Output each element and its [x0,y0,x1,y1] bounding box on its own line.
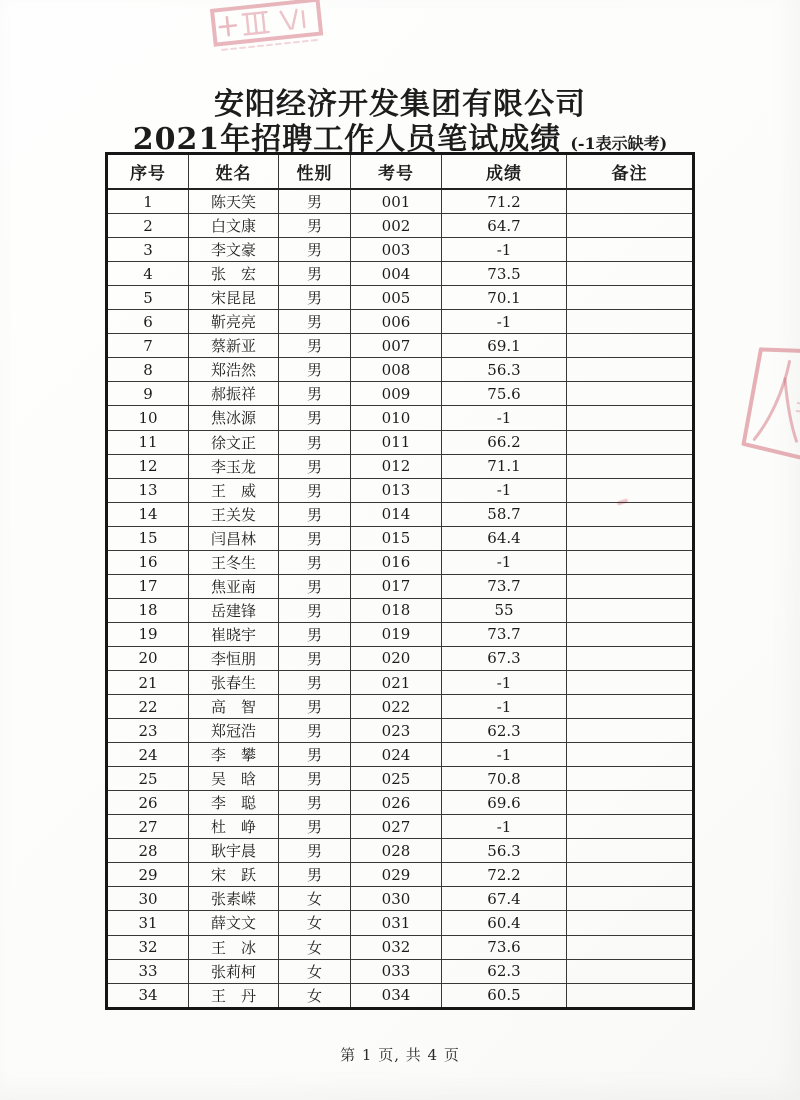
cell-exam-no: 001 [351,189,442,214]
cell-score: 66.2 [442,430,567,454]
table-row [107,574,694,598]
cell-gender: 男 [279,550,351,574]
cell-gender: 男 [279,286,351,310]
cell-exam-no: 033 [351,959,442,983]
cell-score: 70.1 [442,286,567,310]
cell-exam-no: 009 [351,382,442,406]
cell-exam-no: 020 [351,646,442,670]
cell-name: 张莉柯 [189,959,279,983]
cell-gender: 男 [279,791,351,815]
cell-remark [567,526,694,550]
table-row [107,502,694,526]
cell-remark [567,189,694,214]
header-score: 成绩 [442,154,567,190]
cell-remark [567,695,694,719]
cell-name: 杜 峥 [189,815,279,839]
cell-gender: 女 [279,935,351,959]
cell-exam-no: 013 [351,478,442,502]
table-row [107,863,694,887]
table-row [107,238,694,262]
cell-gender: 男 [279,238,351,262]
cell-score: -1 [442,550,567,574]
cell-exam-no: 029 [351,863,442,887]
cell-remark [567,646,694,670]
cell-remark [567,358,694,382]
cell-remark [567,478,694,502]
cell-no: 6 [107,310,189,334]
cell-score: 67.3 [442,646,567,670]
cell-score: 73.7 [442,622,567,646]
cell-no: 18 [107,598,189,622]
cell-score: 73.7 [442,574,567,598]
cell-gender: 女 [279,959,351,983]
cell-remark [567,406,694,430]
page-number-footer: 第 1 页, 共 4 页 [340,1046,460,1064]
table-row [107,262,694,286]
cell-score: 62.3 [442,719,567,743]
cell-score: 71.1 [442,454,567,478]
cell-score: 75.6 [442,382,567,406]
cell-exam-no: 026 [351,791,442,815]
cell-gender: 男 [279,262,351,286]
cell-gender: 女 [279,983,351,1008]
cell-remark [567,454,694,478]
cell-score: -1 [442,695,567,719]
cell-score: 73.5 [442,262,567,286]
cell-name: 王 丹 [189,983,279,1008]
table-row [107,214,694,238]
cell-name: 王 冰 [189,935,279,959]
cell-gender: 男 [279,574,351,598]
cell-no: 26 [107,791,189,815]
cell-remark [567,214,694,238]
cell-name: 白文康 [189,214,279,238]
cell-gender: 男 [279,189,351,214]
cell-gender: 男 [279,454,351,478]
cell-score: 64.7 [442,214,567,238]
table-row [107,839,694,863]
cell-name: 蔡新亚 [189,334,279,358]
cell-name: 李 聪 [189,791,279,815]
cell-name: 王 威 [189,478,279,502]
cell-score: -1 [442,478,567,502]
cell-exam-no: 008 [351,358,442,382]
cell-remark [567,262,694,286]
score-table [105,152,695,1010]
cell-no: 5 [107,286,189,310]
cell-score: 73.6 [442,935,567,959]
cell-gender: 男 [279,382,351,406]
cell-no: 32 [107,935,189,959]
cell-name: 靳亮亮 [189,310,279,334]
table-row [107,719,694,743]
document-title: 安阳经济开发集团有限公司 [214,87,586,122]
cell-no: 10 [107,406,189,430]
red-stamp-side-icon [733,340,800,461]
cell-remark [567,983,694,1008]
cell-exam-no: 018 [351,598,442,622]
cell-gender: 女 [279,887,351,911]
table-row [107,983,694,1008]
cell-exam-no: 023 [351,719,442,743]
subtitle-note: (-1表示缺考) [570,134,668,153]
cell-name: 焦亚南 [189,574,279,598]
cell-name: 岳建锋 [189,598,279,622]
cell-name: 王关发 [189,502,279,526]
cell-gender: 男 [279,310,351,334]
cell-no: 14 [107,502,189,526]
cell-remark [567,598,694,622]
cell-name: 吴 晗 [189,767,279,791]
cell-gender: 男 [279,430,351,454]
cell-name: 高 智 [189,695,279,719]
cell-gender: 男 [279,767,351,791]
table-row [107,767,694,791]
cell-exam-no: 028 [351,839,442,863]
cell-remark [567,382,694,406]
cell-remark [567,791,694,815]
cell-remark [567,815,694,839]
table-row [107,959,694,983]
cell-gender: 男 [279,622,351,646]
cell-exam-no: 021 [351,670,442,694]
cell-no: 27 [107,815,189,839]
cell-gender: 男 [279,358,351,382]
table-row [107,526,694,550]
cell-no: 2 [107,214,189,238]
cell-name: 张 宏 [189,262,279,286]
cell-remark [567,767,694,791]
cell-name: 郝振祥 [189,382,279,406]
cell-exam-no: 011 [351,430,442,454]
cell-name: 郑冠浩 [189,719,279,743]
cell-exam-no: 002 [351,214,442,238]
cell-score: -1 [442,406,567,430]
cell-no: 34 [107,983,189,1008]
cell-name: 宋 跃 [189,863,279,887]
cell-exam-no: 007 [351,334,442,358]
cell-gender: 男 [279,743,351,767]
cell-no: 21 [107,670,189,694]
cell-score: 71.2 [442,189,567,214]
cell-name: 徐文正 [189,430,279,454]
header-remark: 备注 [567,154,694,190]
cell-name: 张素嵘 [189,887,279,911]
table-row [107,622,694,646]
cell-exam-no: 016 [351,550,442,574]
table-row [107,358,694,382]
cell-name: 李玉龙 [189,454,279,478]
header-name: 姓名 [189,154,279,190]
table-row [107,310,694,334]
cell-gender: 男 [279,406,351,430]
cell-remark [567,743,694,767]
cell-no: 8 [107,358,189,382]
cell-exam-no: 034 [351,983,442,1008]
cell-remark [567,502,694,526]
cell-no: 3 [107,238,189,262]
table-row [107,911,694,935]
cell-remark [567,719,694,743]
cell-exam-no: 010 [351,406,442,430]
table-row [107,478,694,502]
cell-no: 30 [107,887,189,911]
cell-gender: 男 [279,526,351,550]
cell-remark [567,839,694,863]
cell-remark [567,863,694,887]
table-row [107,815,694,839]
cell-score: 55 [442,598,567,622]
table-row [107,286,694,310]
cell-name: 崔晓宇 [189,622,279,646]
cell-gender: 男 [279,478,351,502]
cell-remark [567,310,694,334]
cell-name: 陈天笑 [189,189,279,214]
cell-no: 11 [107,430,189,454]
cell-name: 李文豪 [189,238,279,262]
table-body [107,189,694,1009]
cell-name: 李 攀 [189,743,279,767]
header-no: 序号 [107,154,189,190]
cell-score: -1 [442,743,567,767]
cell-no: 15 [107,526,189,550]
cell-no: 23 [107,719,189,743]
cell-gender: 男 [279,502,351,526]
cell-exam-no: 017 [351,574,442,598]
cell-exam-no: 015 [351,526,442,550]
cell-exam-no: 032 [351,935,442,959]
cell-exam-no: 005 [351,286,442,310]
cell-name: 郑浩然 [189,358,279,382]
cell-exam-no: 031 [351,911,442,935]
cell-exam-no: 014 [351,502,442,526]
subtitle-text: 2021年招聘工作人员笔试成绩 [132,122,562,157]
cell-no: 24 [107,743,189,767]
cell-name: 李恒朋 [189,646,279,670]
cell-exam-no: 006 [351,310,442,334]
cell-no: 9 [107,382,189,406]
table-row [107,382,694,406]
cell-score: -1 [442,815,567,839]
table-row [107,598,694,622]
cell-score: 70.8 [442,767,567,791]
cell-score: 62.3 [442,959,567,983]
header-exam-no: 考号 [351,154,442,190]
cell-remark [567,959,694,983]
cell-score: 56.3 [442,358,567,382]
cell-no: 29 [107,863,189,887]
cell-no: 16 [107,550,189,574]
cell-no: 25 [107,767,189,791]
cell-remark [567,238,694,262]
cell-exam-no: 022 [351,695,442,719]
table-row [107,887,694,911]
header-row [107,154,694,190]
cell-exam-no: 030 [351,887,442,911]
cell-no: 13 [107,478,189,502]
cell-no: 28 [107,839,189,863]
table-row [107,743,694,767]
cell-no: 12 [107,454,189,478]
table-row [107,334,694,358]
cell-exam-no: 019 [351,622,442,646]
cell-gender: 男 [279,670,351,694]
cell-score: -1 [442,238,567,262]
cell-name: 焦冰源 [189,406,279,430]
cell-gender: 男 [279,646,351,670]
cell-score: -1 [442,310,567,334]
cell-gender: 女 [279,911,351,935]
table-header [107,154,694,190]
cell-score: 67.4 [442,887,567,911]
cell-name: 张春生 [189,670,279,694]
cell-gender: 男 [279,334,351,358]
cell-gender: 男 [279,598,351,622]
cell-score: 69.1 [442,334,567,358]
cell-exam-no: 025 [351,767,442,791]
cell-exam-no: 012 [351,454,442,478]
red-stamp-top-icon [208,0,328,55]
table-row [107,406,694,430]
cell-name: 耿宇晨 [189,839,279,863]
cell-name: 薛文文 [189,911,279,935]
cell-no: 31 [107,911,189,935]
cell-remark [567,286,694,310]
cell-remark [567,334,694,358]
cell-no: 1 [107,189,189,214]
cell-score: 69.6 [442,791,567,815]
cell-score: 72.2 [442,863,567,887]
cell-remark [567,911,694,935]
cell-no: 17 [107,574,189,598]
cell-no: 7 [107,334,189,358]
cell-remark [567,574,694,598]
cell-remark [567,550,694,574]
cell-gender: 男 [279,719,351,743]
cell-name: 宋昆昆 [189,286,279,310]
cell-score: 60.5 [442,983,567,1008]
cell-exam-no: 024 [351,743,442,767]
table-row [107,935,694,959]
cell-score: 56.3 [442,839,567,863]
cell-gender: 男 [279,815,351,839]
cell-no: 22 [107,695,189,719]
table-row [107,695,694,719]
cell-exam-no: 027 [351,815,442,839]
table-row [107,189,694,214]
cell-score: 64.4 [442,526,567,550]
cell-name: 闫昌林 [189,526,279,550]
cell-gender: 男 [279,839,351,863]
header-gender: 性别 [279,154,351,190]
cell-remark [567,887,694,911]
cell-no: 4 [107,262,189,286]
table-row [107,430,694,454]
cell-score: 60.4 [442,911,567,935]
table-row [107,646,694,670]
cell-remark [567,622,694,646]
table-row [107,670,694,694]
cell-gender: 男 [279,695,351,719]
cell-gender: 男 [279,214,351,238]
cell-name: 王冬生 [189,550,279,574]
cell-remark [567,430,694,454]
cell-no: 20 [107,646,189,670]
table-row [107,791,694,815]
table-row [107,454,694,478]
cell-gender: 男 [279,863,351,887]
cell-exam-no: 004 [351,262,442,286]
cell-no: 33 [107,959,189,983]
cell-no: 19 [107,622,189,646]
cell-remark [567,670,694,694]
cell-exam-no: 003 [351,238,442,262]
cell-score: -1 [442,670,567,694]
table-row [107,550,694,574]
cell-remark [567,935,694,959]
cell-score: 58.7 [442,502,567,526]
